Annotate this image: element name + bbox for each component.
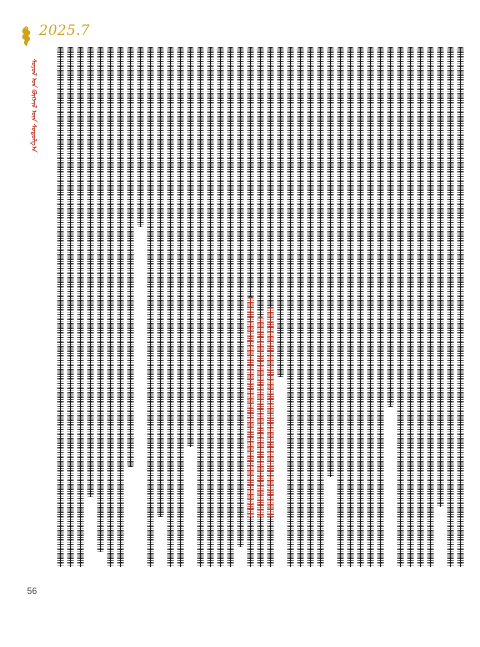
- text-column: [217, 47, 224, 567]
- text-column: [437, 47, 444, 507]
- text-column: [207, 47, 214, 567]
- text-column: [307, 47, 314, 567]
- text-column: [357, 47, 364, 567]
- red-heading-column: [247, 297, 254, 517]
- text-column: [137, 47, 144, 227]
- red-heading-column: [257, 317, 264, 517]
- text-column: [57, 47, 64, 567]
- text-column: [227, 47, 234, 567]
- text-column: [297, 47, 304, 567]
- text-column: [127, 47, 134, 467]
- text-column: [377, 47, 384, 567]
- text-column: [427, 47, 434, 567]
- text-column: [77, 47, 84, 567]
- text-column: [447, 47, 454, 567]
- red-heading-column: [267, 307, 274, 517]
- text-column: [347, 47, 354, 567]
- text-column: [397, 47, 404, 567]
- text-column: [117, 47, 124, 567]
- text-column: [147, 47, 154, 567]
- text-column: [457, 47, 464, 567]
- text-column: [317, 47, 324, 567]
- text-column: [187, 47, 194, 447]
- text-column: [107, 47, 114, 567]
- text-column: [407, 47, 414, 567]
- text-column: [417, 47, 424, 567]
- text-column: [197, 47, 204, 567]
- text-column: [177, 47, 184, 567]
- issue-year: 2025.7: [39, 23, 90, 39]
- mongolian-text-block: [57, 47, 464, 567]
- text-column: [167, 47, 174, 567]
- text-column: [367, 47, 374, 567]
- text-column: [97, 47, 104, 552]
- gold-emblem-icon: [19, 25, 33, 47]
- text-column: [87, 47, 94, 497]
- text-column: [157, 47, 164, 517]
- text-column: [67, 47, 74, 567]
- text-column: [277, 47, 284, 377]
- text-column: [387, 47, 394, 407]
- text-column: [287, 47, 294, 567]
- text-column: [337, 47, 344, 567]
- section-label: ᠰᠣᠶᠣᠯ ᠤᠨ ᠬᠥᠭᠵᠢᠯ ᠦᠨ ᠰᠤᠳᠤᠯᠭ᠎ᠠ: [30, 58, 38, 152]
- text-column: [237, 47, 244, 547]
- page-number: 56: [27, 586, 38, 596]
- text-column: [327, 47, 334, 477]
